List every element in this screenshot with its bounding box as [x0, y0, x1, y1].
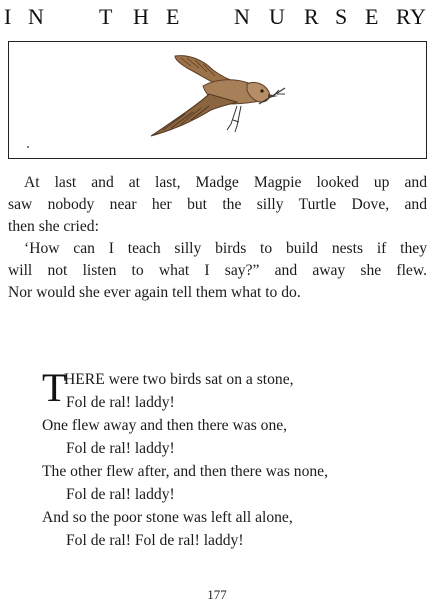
header-letter: E — [166, 4, 180, 29]
header-letter: Y — [410, 4, 426, 29]
poem-line-text: HERE were two birds sat on a stone, — [64, 371, 294, 388]
illustration-frame — [8, 41, 427, 159]
print-speck — [27, 146, 29, 148]
header-letter: S — [335, 4, 348, 29]
prose-line: saw nobody near her but the silly Turtle Dove, and — [8, 196, 427, 213]
poem-refrain: Fol de ral! laddy! — [66, 486, 175, 503]
header-letter: H — [133, 4, 149, 29]
header-letter: N — [234, 4, 250, 29]
header-letter: N — [28, 4, 44, 29]
prose-line: ‘How can I teach silly birds to build nests if they — [24, 240, 427, 257]
prose-line: Nor would she ever again tell them what to do. — [8, 284, 301, 301]
poem-line: The other flew after, and then there was none, — [42, 463, 329, 480]
header-letter: I — [4, 4, 12, 29]
prose-line: At last and at last, Madge Magpie looked up and — [24, 174, 427, 191]
page-number: 177 — [207, 587, 227, 602]
header-letter: E — [365, 4, 379, 29]
header-letter: R — [396, 4, 411, 29]
poem-line: One flew away and then there was one, — [42, 417, 288, 434]
drop-cap: T — [42, 365, 67, 410]
poem-refrain: Fol de ral! Fol de ral! laddy! — [66, 532, 244, 549]
poem-line: And so the poor stone was left all alone, — [42, 509, 293, 526]
header-letter: T — [99, 4, 113, 29]
poem-refrain: Fol de ral! laddy! — [66, 394, 175, 411]
poem — [42, 365, 422, 552]
prose-line: will not listen to what I say?” and away she flew. — [8, 262, 427, 279]
flying-bird-with-twig-icon — [141, 50, 289, 140]
header-letter: U — [269, 4, 285, 29]
poem-refrain: Fol de ral! laddy! — [66, 440, 175, 457]
prose-passage — [8, 172, 427, 304]
running-header — [4, 2, 430, 32]
header-letter: R — [304, 4, 319, 29]
prose-line: then she cried: — [8, 218, 99, 235]
